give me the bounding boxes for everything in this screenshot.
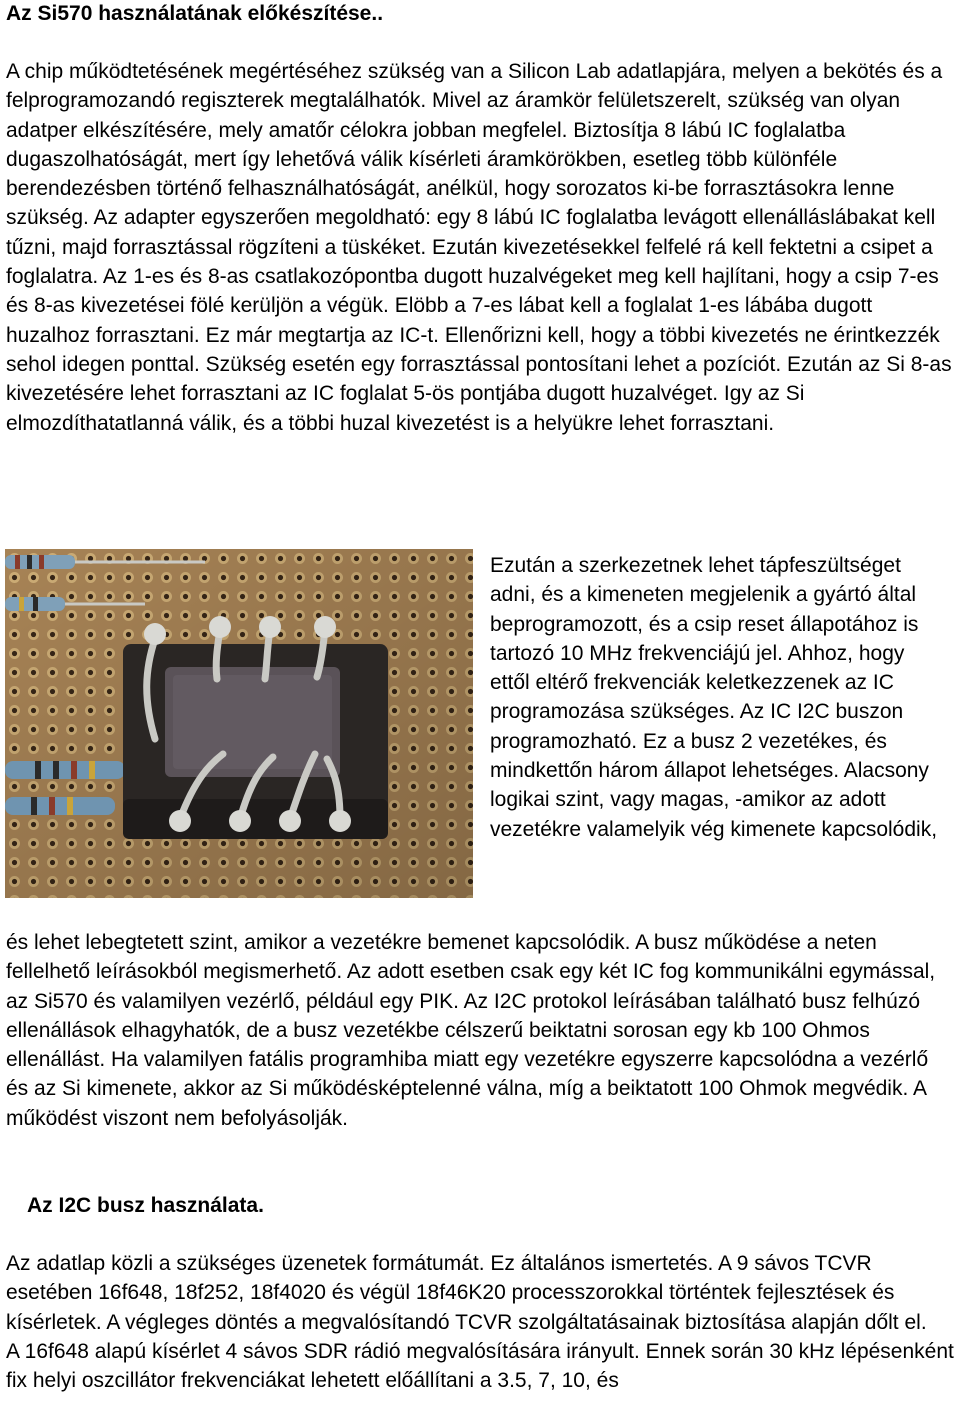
paragraph-power-up: Ezután a szerkezetnek lehet tápfeszültséget adni, és a kimeneten megjelenik a gyártó által beprogramozott, és a csip reset állapotához is tartozó 10 MHz frekvenciájú jel. Ahhoz, hogy ettől eltérő frekvenciák keletkezzenek az IC programozása szükséges. Az IC I2C buszon programozható. Ez a busz 2 vezetékes, és mindkettőn három állapot lehetséges. Alacsony logikai szint, vagy magas, -amikor az adott vezetékre valamelyik vég kimenete kapcsolódik, (490, 554, 938, 841)
section-heading-i2c-suffix: . (258, 1194, 264, 1217)
page-title-suffix: .. (371, 2, 384, 25)
paragraph-bus-states: és lehet lebegtetett szint, amikor a vezetékre bemenet kapcsolódik. A busz működése a neten fellelhető leírásokból megismerhető. Az adott esetben csak egy két IC fog kommunikálni egymással, az Si570 és valamilyen vezérlő, például egy PIK. Az I2C protokol leírásában található busz felhúzó ellenállások elhagyhatók, de a busz vezetékbe célszerű beiktatni sorosan egy kb 100 Ohmos ellenállást. Ha valamilyen fatális programhiba miatt egy vezetékre egyszerre kapcsolódna a vezérlő és az Si kimenete, akkor az Si működésképtelenné válna, míg a beiktatott 100 Ohmok megvédik. A működést viszont nem befolyásolják. (6, 931, 936, 1130)
paragraph-adapter: A chip működtetésének megértéséhez szükség van a Silicon Lab adatlapjára, melyen a bekötés és a felprogramozandó regiszterek megtalálhatók. Mivel az áramkör felületszerelt, szükség van olyan adatper elkészítésére, mely amatőr célokra jobban megfelel. Biztosítja 8 lábú IC foglalatba dugaszolhatóságát, mert így lehetővá válik kísérleti áramkörökben, esetleg több különféle berendezésben történő felhasználhatóságát, anélkül, hogy sorozatos ki-be forrasztásokra lenne szükség. Az adapter egyszerően megoldható: egy 8 lábú IC foglalatba levágott ellenálláslábakat kell tűzni, majd forrasztással rögzíteni a tüskéket. Ezután kivezetésekkel felfelé rá kell fektetni a csipet a foglalatra. Az 1-es és 8-as csatlakozópontba dugott huzalvégeket meg kell hajlítani, hogy a csip 7-es és 8-as kivezetései fölé kerüljön a végük. Elöbb a 7-es lábat kell a foglalat 1-es lábába dugott huzalhoz forrasztani. Ez már megtartja az IC-t. Ellenőrizni kell, hogy a többi kivezetés ne érintkezzék sehol idegen ponttal. Szükség esetén egy forrasztással pontosítani lehet a pozíciót. Ezután az Si 8-as kivezetésére lehet forrasztani az IC foglalat 5-ös pontjába dugott huzalvéget. Igy az Si elmozdíthatatlanná válik, és a többi huzal kivezetést is a helyükre lehet forrasztani. (6, 60, 952, 435)
adapter-photo (5, 549, 473, 898)
paragraph-16f648: A 16f648 alapú kísérlet 4 sávos SDR rádió megvalósítására irányult. Ennek során 30 kHz lépésenként fix helyi oszcillátor frekvenciákat lehetett előállítani a 3.5, 7, 10, és (6, 1340, 954, 1393)
paragraph-datasheet: Az adatlap közli a szükséges üzenetek formátumát. Ez általános ismertetés. A 9 sávos TCVR esetében 16f648, 18f252, 18f4020 és végül 18f46K20 processzorokkal történtek fejlesztések és kísérletek. A végleges döntés a megvalósítandó TCVR szolgáltatásainak biztosítása alapján dőlt el. (6, 1252, 927, 1334)
section-heading-i2c (27, 1191, 264, 1220)
page-title-bold: Az Si570 használatának előkészítése (6, 2, 372, 25)
section-heading-i2c-bold: Az I2C busz használata (27, 1194, 259, 1217)
page-title (6, 0, 383, 28)
adapter-photo-illustration (5, 549, 473, 898)
